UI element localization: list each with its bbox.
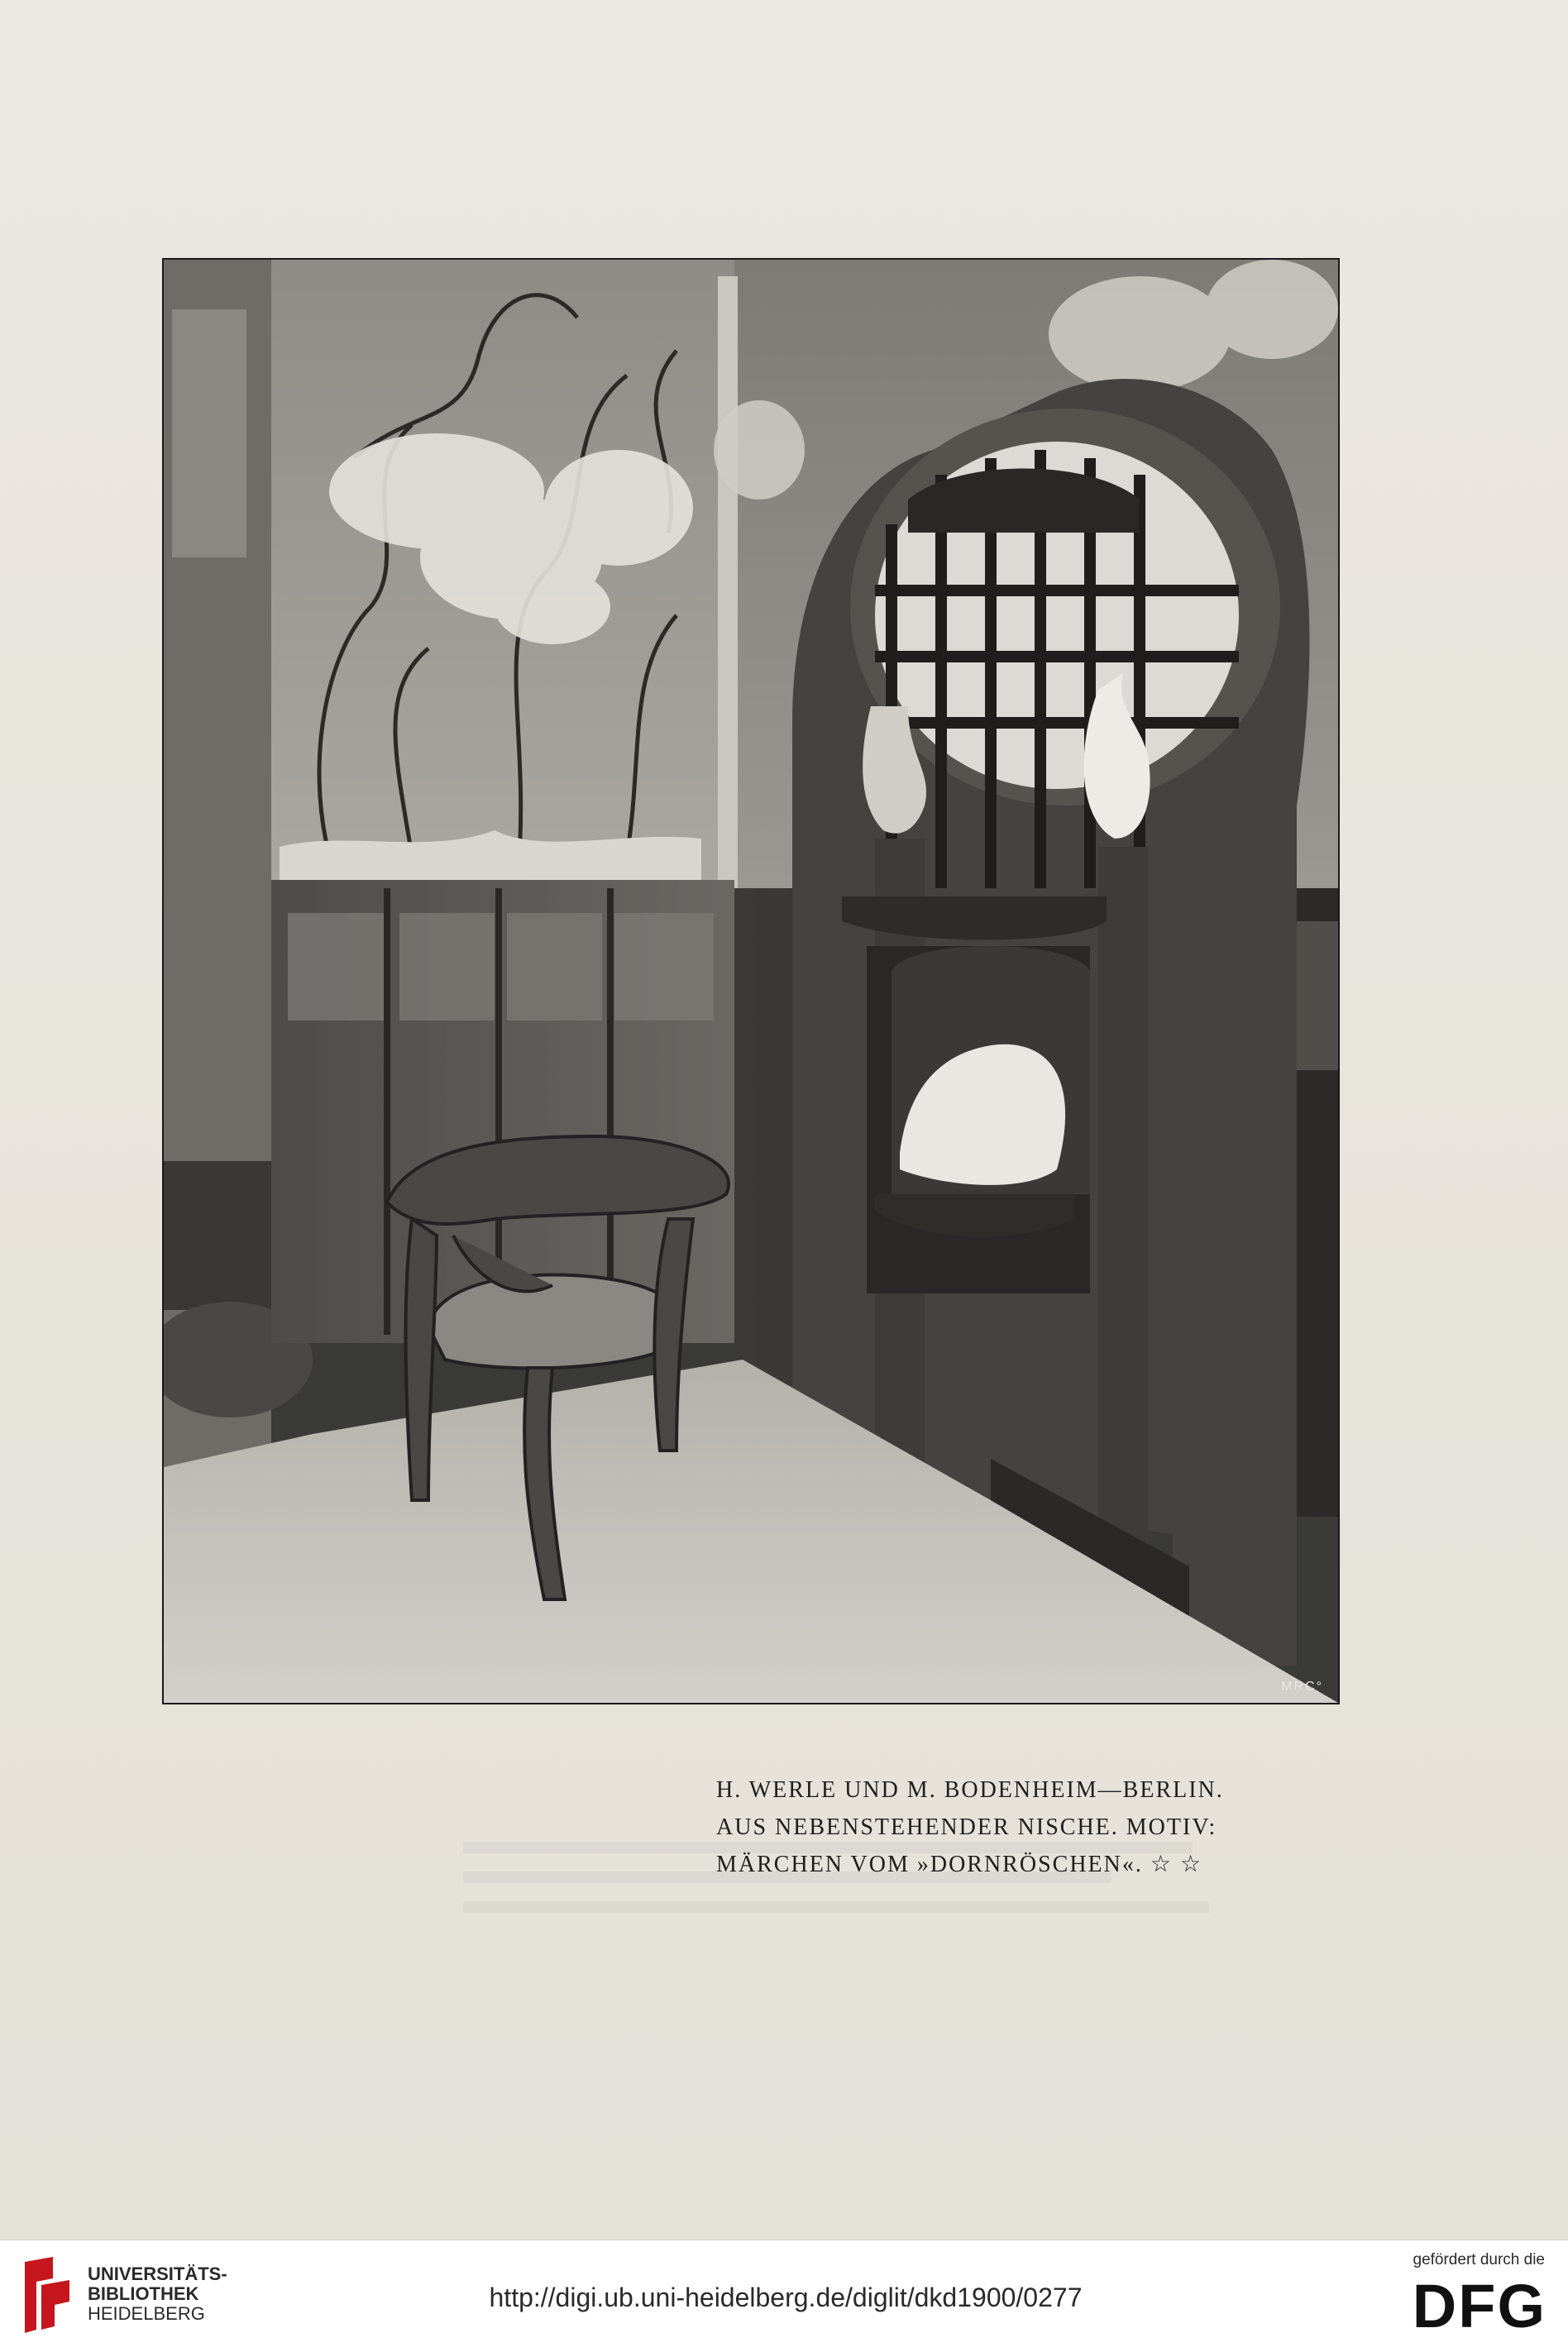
library-line-3: HEIDELBERG xyxy=(88,2303,205,2324)
permalink-url[interactable]: http://digi.ub.uni-heidelberg.de/diglit/dkd1900/0277 xyxy=(489,2283,1083,2312)
engraver-mark: MRC° xyxy=(1281,1680,1323,1694)
caption-line-2: AUS NEBENSTEHENDER NISCHE. MOTIV: xyxy=(716,1814,1217,1840)
dfg-logo: DFG xyxy=(1412,2272,1546,2340)
library-line-2: BIBLIOTHEK xyxy=(88,2283,199,2304)
university-library-logo xyxy=(18,2254,76,2336)
library-name xyxy=(88,2264,227,2324)
library-line-1: UNIVERSITÄTS- xyxy=(88,2264,227,2284)
interior-photograph xyxy=(164,260,1338,1703)
sponsor-label: gefördert durch die xyxy=(1413,2251,1545,2268)
photo-plate xyxy=(162,258,1340,1704)
caption-line-1: H. WERLE UND M. BODENHEIM—BERLIN. xyxy=(716,1777,1224,1803)
plate-caption xyxy=(716,1771,1295,1883)
caption-line-3: MÄRCHEN VOM »DORNRÖSCHEN«. ☆ ☆ xyxy=(716,1852,1203,1877)
